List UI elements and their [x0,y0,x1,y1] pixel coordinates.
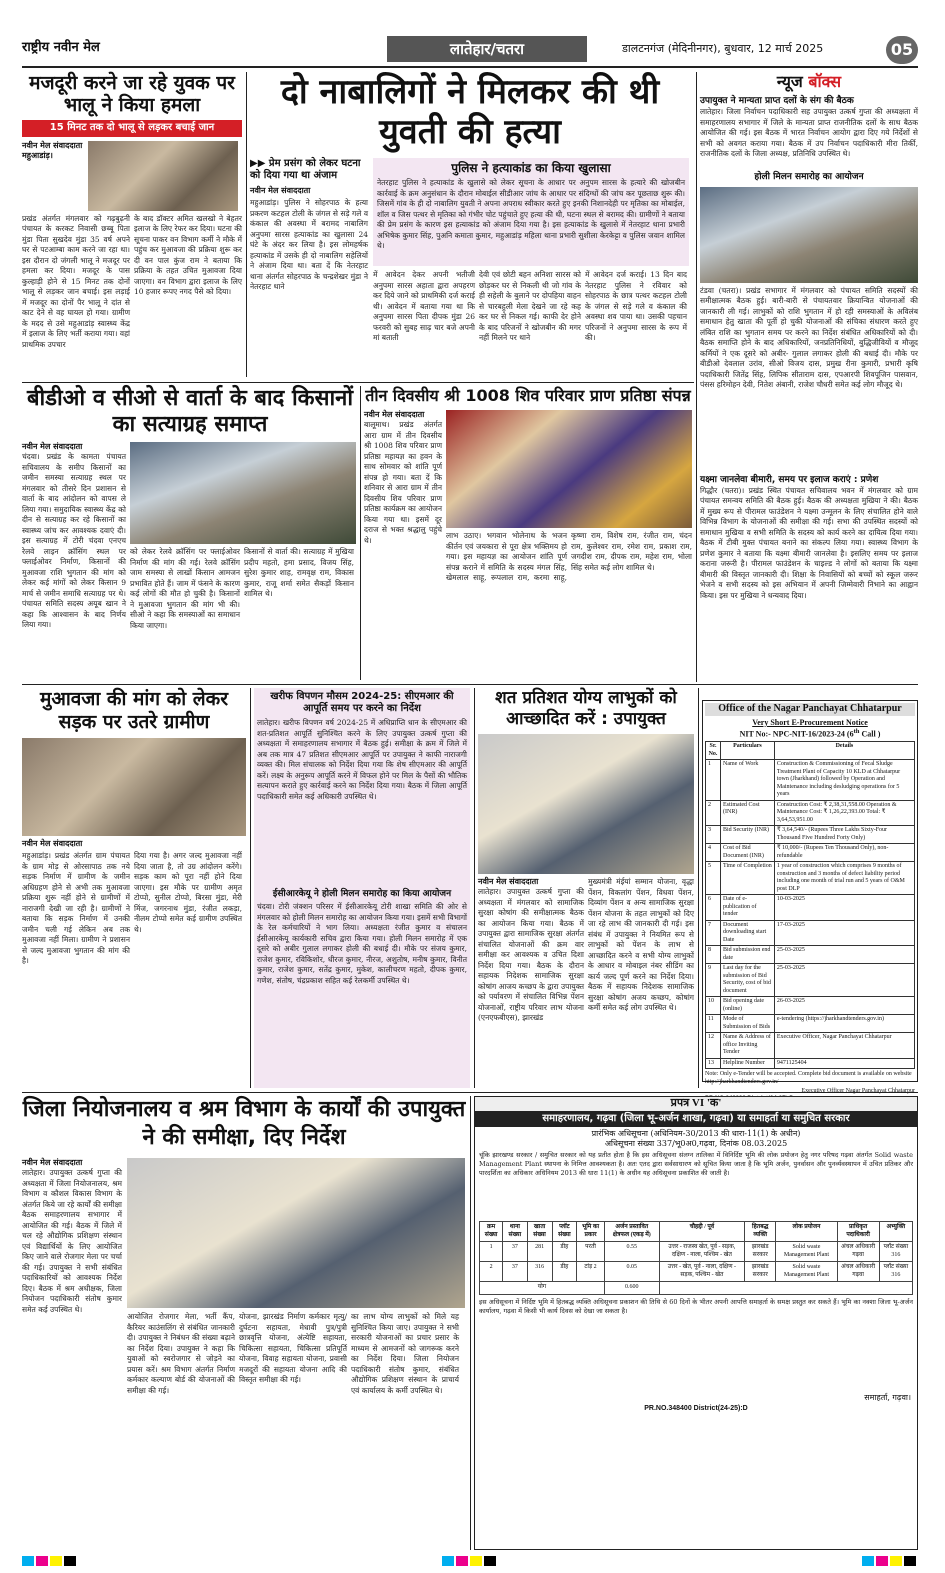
table-cell: Helpline Number [721,1058,775,1069]
table-cell: 10 [706,997,721,1015]
body-col-2: में आवेदन देकर अपनी भतीजी अनुपमा सारस अहाता द्वारा अपहरण कर दिये जाने को प्राथमिकी दर्ज कराई थी। आवेदन में बताया गया था कि अनुपमा सारस पिता दीपक मुंडा 26 फरवरी को सुबह साढ़ चार बजे अपनी मां बताती [373,270,475,342]
table-cell: Name & Address of office Inviting Tender [721,1033,775,1059]
table-cell: 1 [706,760,721,801]
table-cell: उत्तर - राजस्व खेत, पूर्व - सड़क, दक्षिण - नाला, पश्चिम - खेत [659,1242,744,1262]
body-col-2: दिया गया है। अगर जल्द मुआवजा नहीं दिया जाता है, तो उग्र आंदोलन करेंगे। सड़क काम को पूरा नहीं होने दिया जाएगा। इस मौके पर ग्रामीण अमृत टोप्पो, सुनील टोप्पो, बिरसा मुंडा, मेरी मिंज, जगरनाथ मुंडा, रंजीत लकड़ा, नीलम टोप्पो समेत कई ग्रामीण उपस्थित थे। [134,851,242,934]
tender-row [706,844,915,862]
table-cell: उत्तर - खेत, पूर्व - नाला, दक्षिण - सड़क, पश्चिम - खेत [659,1262,744,1282]
table-cell: 37 [503,1262,527,1282]
table-cell: 1 [480,1242,503,1262]
table-cell: 9471125404 [774,1058,914,1069]
tender-office: Office of the Nagar Panchayat Chhatarpur [705,703,915,716]
body-col-2: लाभ उठाए। भगवान भोलेनाथ के भजन कीर्तन एवं जयकारा से पूरा क्षेत्र भक्तिमय हो गया। इस महायज्ञ का आयोजन शांति पूर्ण संपन्न कराने में समिति के सदस्य मंगल सिंह, खेमलाल साहू, रूपलाल राम, करमा साहू, कृष्णा राम, विशेष राम, रंजीत राम, चंदन राम, कुलेश्वर राम, रमेश राम, प्रकाश राम, जगदीश राम, दीपक राम, महेश राम, भोला सिंह समेत कई लोग शामिल थे। [446,531,692,582]
row-rule [22,1092,918,1093]
table-header: भूमि का प्रकार [577,1222,605,1242]
article-kharif-cmr [254,688,470,1088]
headline: मजदूरी करने जा रहे युवक पर भालू ने किया हमला [29,72,235,116]
land-acquisition-notice [474,1096,918,1550]
dateline-place: महुआडांड़। [22,150,53,160]
row-rule [22,684,918,685]
table-cell: Last day for the submission of Bid Security, cost of bid document [721,964,775,997]
table-cell: 37 [503,1242,527,1262]
tender-row [706,826,915,844]
tender-row [706,920,915,946]
table-cell: 10-03-2025 [774,895,914,921]
tender-row [706,997,915,1015]
column-rule [470,1096,471,1550]
tender-row [706,1033,915,1059]
table-cell: Solid waste Management Plant [776,1242,837,1262]
table-cell: Date of e-publication of tender [721,895,775,921]
table-cell: 9 [706,964,721,997]
table-cell: 8 [706,946,721,964]
table-cell: 3 [706,826,721,844]
table-cell: ₹ 10,000/- (Rupees Ten Thousand Only), non-refundable [774,844,914,862]
tender-row [706,946,915,964]
footer-text: इस अधिसूचना में निर्दिष्ट भूमि में हितबद्ध व्यक्ति अधिसूचना प्रकाशन की तिथि से 60 दिनों के भीतर अपनी आपत्ति समाहर्ता के समक्ष प्रस्तुत कर सकते हैं। भूमि का नक्शा जिला भू-अर्जन कार्यालय, गढ़वा में किसी भी कार्य दिवस को देखा जा सकता है। [479,1297,913,1315]
photo-review-meeting [127,1158,465,1308]
tender-note: Note: Only e-Tender will be accepted. Complete bid document is available on website http://jharkhandtenders.gov.in/ [705,1071,912,1085]
headline: तीन दिवसीय श्री 1008 शिव परिवार प्राण प्रतिष्ठा संपन्न [365,386,691,405]
photo-farmers-meeting [130,442,356,544]
body-col-1: लातेहार। उपायुक्त उत्कर्ष गुप्ता की अध्यक्षता में जिला नियोजनालय, श्रम विभाग व कौशल विकास विभाग के अंतर्गत किये जा रहे कार्यों की समीक्षा बैठक समाहरणालय सभागार में आयोजित की गई। बैठक में जिले में चल रहे औद्योगिक प्रशिक्षण संस्थान एवं विद्यार्थियों के लिए आयोजित किए जाने वाले रोजगार मेला पर चर्चा की गई। उपायुक्त ने सभी संबंधित पदाधिकारियों को आवश्यक निर्देश दिए। बैठक में श्रम अधीक्षक, जिला नियोजन पदाधिकारी संतोष कुमार समेत कई उपस्थित थे। [22,1168,122,1314]
table-cell: 25-03-2025 [774,964,914,997]
column-rule [698,688,699,1088]
headline: शत प्रतिशत योग्य लाभुकों को आच्छादित करें : उपायुक्त [495,688,677,729]
total-label: योग [480,1282,605,1295]
body-col-1: लातेहार। उपायुक्त उत्कर्ष गुप्ता की अध्यक्षता में मंगलवार को सामाजिक सुरक्षा कोषांग की समीक्षात्मक बैठक का आयोजन किया गया। बैठक में उपायुक्त द्वारा सामाजिक सुरक्षा अंतर्गत संचालित योजनाओं की क्रम वार समीक्षा कर आवश्यक व उचित दिशा निर्देश दिया गया। बैठक के दौरान सहायक निदेशक सामाजिक सुरक्षा कोषांग आजय कच्छप के द्वारा उपायुक्त को पर्यावरण में संचालित विभिन्न पेंशन योजनाओं, राष्ट्रीय परिवार लाभ योजना (एनएफबीएस), झारखंड [478,887,584,1022]
headline: बीडीओ व सीओ से वार्ता के बाद किसानों का सत्याग्रह समाप्त [26,386,354,437]
table-cell: Construction Cost: ₹ 2,38,31,558.00 Operation & Maintenance Cost: ₹ 1,26,22,393.00 Total: ₹ 3,64,53,951.00 [774,800,914,826]
tender-title: Very Short E-Procurement Notice [752,717,868,727]
table-cell: 25-03-2025 [774,946,914,964]
tender-row [706,895,915,921]
article-employment-review [22,1096,466,1550]
headline: दो नाबालिगों ने मिलकर की थी युवती की हत्या [280,72,660,152]
table-header: Details [774,742,914,760]
table-cell: अंचल अधिकारी गढ़वा [837,1242,879,1262]
land-row [480,1262,913,1282]
kicker-text: प्रेम प्रसंग को लेकर घटना को दिया गया था अंजाम [250,158,361,181]
table-cell: 4 [706,844,721,862]
table-cell: प्लॉट संख्या 316 [879,1242,912,1262]
byline: नवीन मेल संवाददाता [364,410,425,419]
article-compensation-protest [22,688,246,1088]
table-header: प्राधिकृत पदाधिकारी [837,1222,879,1242]
table-cell: अंचल अधिकारी गढ़वा [837,1262,879,1282]
table-header: लोक प्रयोजन [776,1222,837,1242]
byline: नवीन मेल संवाददाता [22,1158,83,1167]
table-cell: Mode of Submission of Bids [721,1015,775,1033]
body-col-4: में आवेदन दर्ज कराई। 13 दिन बाद नेतरहाट पुलिस ने रविवार को सोहरपाठ के छात्र पत्थर कटहल टोली के जंगल से सड़े गले व कंकाल की अवस्था शव पाया था। उसकी पहचान परिजनों ने अनुपमा सारस के रूप में की। [585,270,687,342]
article-beneficiaries [478,688,694,1088]
table-header: अर्जन प्रस्तावित क्षेत्रफल (एकड़ में) [604,1222,659,1242]
table-cell: Construction & Commissioning of Fecal Sludge Treatment Plant of Capacity 10 KLD at Chhatarpur town (Jharkhand) followed by Operation and Maintenance including desludging operations for 5 years [774,760,914,801]
tender-row [706,800,915,826]
article-minors-murder [250,72,690,380]
table-cell: Bid opening date (online) [721,997,775,1015]
article-shiv-parivar [364,386,692,680]
body-1: लातेहार। खरीफ विपणन वर्ष 2024-25 में अधिप्राप्ति धान के सीएमआर की शत-प्रतिशत आपूर्ति सुनिश्चित करने के लिए उपायुक्त उत्कर्ष गुप्ता की अध्यक्षता में समाहरणालय सभागार में बैठक हुई। समीक्षा के क्रम में जिले में अब तक मात्र 47 प्रतिशत सीएमआर आपूर्ति पर उपायुक्त ने काफी नाराजगी व्यक्त की। मिल संचालक को निर्देश दिया गया कि शेष सीएमआर की आपूर्ति करें। लक्ष्य के अनुरूप आपूर्ति करने में विफल होने पर मिल के पैसों की भौतिक सत्यापन कराते हुए कार्रवाई करने का निर्देश दिया गया। बैठक में जिला आपूर्ति पदाधिकारी समेत कई अधिकारी उपस्थित थे। [257,718,467,801]
byline: नवीन मेल संवाददाता [250,186,311,195]
table-cell: 5 [706,862,721,895]
photo-dc-meeting [478,734,694,874]
table-cell: ₹ 3,64,540/- (Rupees Three Lakhs Sixty-Four Thousand Five Hundred Forty Only) [774,826,914,844]
tender-row [706,964,915,997]
red-subhead: 15 मिनट तक दो भालू से लड़कर बचाई जान [22,120,242,137]
table-cell: 2 [480,1262,503,1282]
paper-name: राष्ट्रीय नवीन मेल [22,40,100,55]
tender-notice [702,700,918,1085]
tender-row [706,862,915,895]
column-rule [696,72,697,682]
body-col-1: बालूमाथ। प्रखंड अंतर्गत आरा ग्राम में तीन दिवसीय श्री 1008 शिव परिवार प्राण प्रतिष्ठा महायज्ञ का हवन के साथ सोमवार को शांति पूर्ण संपन्न हो गया। बता दें कि शनिवार से आरा ग्राम में तीन दिवसीय शिव परिवार प्राण प्रतिष्ठा कार्यक्रम का आयोजन किया गया था। इसमें दूर दराज से भक्त श्रद्धालु पहुंचे थे। [364,420,442,545]
table-cell: Estimated Cost (INR) [721,800,775,826]
table-cell: 6 [706,895,721,921]
land-signer: समाहर्ता, गढ़वा। [864,1392,911,1402]
table-cell: परती [577,1242,605,1262]
photo-injured-man [88,141,238,211]
title-part-b: बॉक्स [808,72,842,91]
police-box [373,158,689,266]
tender-nit [705,728,915,740]
column-rule [474,688,475,1088]
byline: नवीन मेल संवाददाता [22,140,83,150]
table-header: हितबद्ध व्यक्ति [745,1222,776,1242]
table-cell: झारखंड सरकार [745,1262,776,1282]
byline: नवीन मेल संवाददाता [22,839,83,848]
subhead: ईसीआरकेयू ने होली मिलन समारोह का किया आयोजन [272,889,452,899]
body-col-3: किसानों से वार्ता की। सत्याग्रह में मुखिया प्रदीप महतो, हमा प्रसाद, विजय सिंह, सुरेश कुमार शाह, रामवृक्ष राम, विकास कुमार, राजू शर्मा समेत सैकड़ों किसान शामिल थे। [244,547,354,598]
body-col-2: आयोजित रोजगार मेला, भर्ती कैंप, कैरियर काउंसलिंग से संबंधित जानकारी दी। उपायुक्त ने निबंधन की संख्या बढ़ाने का निर्देश दिया। उपायुक्त ने कहा कि युवाओं को स्वरोजगार से जोड़ने का प्रयास करें। श्रम विभाग अंतर्गत निर्माण कर्मकार कल्याण बोर्ड की योजनाओं की समीक्षा की गई। [127,1312,235,1395]
body-col-3: योजना, झारखंड निर्माण कर्मकार मृत्यु/दुर्घटना सहायता, मेधावी पुत्र/पुत्री छात्रवृत्ति योजना, अंत्येष्टि सहायता, चिकित्सा सहायता, चिकित्सा प्रतिपूर्ति योजना, विवाह सहायता योजना, प्रवासी मजदूरों की सहायता योजना आदि की विस्तृत समीक्षा की गई। [239,1312,347,1384]
table-header: अभ्युक्ति [879,1222,912,1242]
table-cell: टांड़ 2 [577,1262,605,1282]
land-table [479,1221,913,1295]
table-cell: Bid submission end date [721,946,775,964]
tender-row [706,1015,915,1033]
news-box [700,72,918,682]
table-header: थाना संख्या [503,1222,527,1242]
registration-bar [22,1556,918,1566]
box-text: नेतरहाट पुलिस ने हत्याकांड के खुलासे को लेकर सूचना के आधार पर अनुपम सारस के हत्यारे की खोजबीन कार्रवाई के क्रम अनुसंधान के दौरान मोबाईल सीडीआर जांच के आधार पर संदिग्धों की जांच कर पूछताछ शुरू की। जिसमें गांव के ही दो नाबालिग युवती ने अपना अपराध स्वीकार करते हुए इनकी निशानदेही पर मृतिका का मोबाईल, शॉल व जिस पत्थर से मृतिका को गंभीर चोट पहुंचाते हुए हत्या की थी, घटना स्थल से बरामद की। ग्रामीणों ने बताया की प्रेम प्रसंग के कारण इस हत्याकांड को अंजाम दिया गया है। इस हत्याकांड के खुलासे में नेतरहाट थाना प्रभारी अभिषेक कुमार सिंह, पुअनि कमाता कुमार, महुआडांड़ महिला थाना प्रभारी सुशीला केरकेट्टा व पुलिस जवान शामिल थे। [377,178,685,250]
table-cell: 12 [706,1033,721,1059]
tender-row [706,1058,915,1069]
body-2: चंदवा। टोरी जंक्शन परिसर में ईसीआरकेयू टोरी शाखा समिति की ओर से मंगलवार को होली मिलन समारोह का आयोजन किया गया। इसमें सभी विभागों के रेल कर्मचारियों ने भाग लिया। अध्यक्षता रंजीत कुमार व संचालन ईसीआरकेयू कार्यकारी सचिव द्वारा किया गया। होली मिलन समारोह में एक दूसरे को अबीर गुलाल लगाकर होली की बधाई दी। मौके पर संजय कुमार, राजेश कुमार, रविकिशोर, धीरज कुमार, नीरज, अशुतोष, मनीष कुमार, विनीत कुमार, राजेश कुमार, सतेंद्र कुमार, मुकेश, कालीचरण महतो, दीपक कुमार, गणेश, संतोष, चंद्रप्रकाश सहित कई रेलकर्मी उपस्थित थे। [257,902,467,985]
table-cell: 316 [527,1262,552,1282]
sub-line-2: अधिसूचना संख्या 337/भू0अ0,गढ़वा, दिनांक 08.03.2025 [604,1139,788,1149]
photo-puja-crowd [446,410,692,528]
table-cell: 2 [706,800,721,826]
byline: नवीन मेल संवाददाता [22,442,83,451]
table-cell: 7 [706,920,721,946]
photo-villagers-road [22,738,246,836]
table-header: Sr. No. [706,742,721,760]
headline: मुआवजा की मांग को लेकर सड़क पर उतरे ग्रामीण [39,688,229,733]
table-cell: प्लॉट संख्या 316 [879,1262,912,1282]
table-header: चौहद्दी / पूर्व [659,1222,744,1242]
table-cell: 13 [706,1058,721,1069]
table-cell: Cost of Bid Document (INR) [721,844,775,862]
masthead [22,36,918,64]
header-rule [22,66,918,68]
table-cell: 281 [527,1242,552,1262]
row-rule [22,382,694,383]
column-rule [250,688,251,1088]
table-cell: डीह [552,1242,577,1262]
item2-head: होली मिलन समारोह का आयोजन [754,172,864,183]
column-rule [246,72,247,377]
table-cell: Document downloading start Date [721,920,775,946]
table-cell: 26-03-2025 [774,997,914,1015]
article-farmers-satyagraha [22,386,358,680]
item2-text: टंडवा (चतरा)। प्रखंड सभागार में मंगलवार को पंचायत समिति सदस्यों की समीक्षात्मक बैठक हुई। बारी-बारी से पंचायतवार क्रियान्वित योजनाओं की जानकारी ली गई। लाभुकों को राशि भुगतान में हो रही समस्याओं के अविलंब समाधान हेतु खाता की पूर्ती हो चुकी योजनाओं की संचिका संधारण करते हुए लंबित राशि का भुगतान समय पर करने का निर्देश संबंधित अधिकारियों को दी। बैठक समाप्ति होने के बाद अधिकारियों, जनप्रतिनिधियों, बुद्धिजीवियों व मौजूद कर्मियों ने एक दूसरे को अबीर- गुलाल लगाकर होली की बधाई दी। मौके पर बीडीओ देवलाल उरांव, सीओ विजय दास, प्रमुख रीना कुमारी, प्रभारी कृषि पदाधिकारी जितेंद्र सिंह, लिपिक सीताराम दास, एपआरपी शिवपूजिन पासवान, पंसस हरिमोहन देवी, नितेश अंबानी, राजेश चौधरी समेत कई लोग मौजूद थे। [700,285,918,389]
table-cell: 17-03-2025 [774,920,914,946]
photo-holi-group [700,187,918,283]
title-part-a: न्यूज [776,72,803,91]
nit-sup: th [853,727,860,735]
body-col-1: महुआडांड़। पुलिस ने सोहरपाठ के हत्या प्रकरण कटहल टोली के जंगल से सड़े गले व कंकाल की अवस्था में बरामद नाबालिग अनुपमा सारस हत्याकांड का खुलासा 24 घंटे के अंदर कर लिया है। इस लोमहर्षक हत्याकांड में उसके ही दो नाबालिग सहेलियों ने अंजाम दिया था। बता दें कि नेतरहाट थाना अंतर्गत सोहरपाठ के चन्द्रशेखर मुंडा ने नेतरहाट थाने [250,198,368,291]
item1-text: लातेहार। जिला निर्वाचन पदाधिकारी सह उपायुक्त उत्कर्ष गुप्ता की अध्यक्षता में समाहरणालय सभागार में जिले के मान्यता प्राप्त राजनीतिक दलों के साथ बैठक आयोजित की गई। इस बैठक में भारत निर्वाचन आयोग द्वारा दिए गये निर्देशों से सभी को अवगत कराया गया। बैठक में उप निर्वाचन पदाधिकारी मीरा तिर्की, राजनीतिक दलों के जिला अध्यक्ष, प्रतिनिधि उपस्थित थे। [700,107,918,159]
body-col-2: को लेकर रेलवे क्रॉसिंग पर फ्लाईओवर निर्माण की मांग की गई। रेलवे क्रॉसिंग जाम समस्या से लाखों किसान आमजन प्रभावित होते हैं। जाम में फंसने के कारण कई लोगों की मौत हो चुकी है। किसानों ने मुआवजा भुगतान की मांग भी की। सीओ ने कहा कि समस्याओं का समाधान किया जाएगा। [130,547,240,630]
triangle-icon: ▶▶ [250,158,269,169]
table-cell: 11 [706,1015,721,1033]
item3-head: यक्ष्मा जानलेवा बीमारी, समय पर इलाज कराएं : प्रणेश [700,474,879,485]
table-cell: Executive Officer, Nagar Panchayat Chhatarpur [774,1033,914,1059]
body-col-3: देवी एवं छोटी बहन अनिशा सारस को छोड़कर घर से निकली थी जो गांव के ही सहेली के बुलाने पर दोपहिया वाहन से चारबहुली मेला देखने जा रहे कह कर घर से निकल गई। काफी देर होने के बाद परिजनों ने खोजबीन की मगर नहीं मिलने पर थाने [479,270,581,342]
table-cell: झारखंड सरकार [745,1242,776,1262]
table-cell: 0.05 [604,1262,659,1282]
body-col-4: का लाभ योग्य लाभुकों को मिले यह सुनिश्चित किया जाए। उपायुक्त ने सभी सरकारी योजनाओं का प्रचार प्रसार के माध्यम से आमजनों को जागरूक करने का निर्देश दिया। जिला नियोजन पदाधिकारी संतोष कुमार, संबंधित औद्योगिक प्रशिक्षण संस्थान के प्राचार्य एवं कार्यालय के कर्मी उपस्थित थे। [351,1312,459,1395]
section-title: लातेहार/चतरा [387,36,587,62]
table-cell: 1 year of construction which comprises 9 months of construction and 3 months of defect liability period including one month of trial run and 5 years of O&M post DLP [774,862,914,895]
authority-bar: समाहरणालय, गढ़वा (जिला भू-अर्जन शाखा, गढ़वा) या समाहर्ता या समुचित सरकार [475,1111,917,1128]
table-cell: Bid Security (INR) [721,826,775,844]
body-col-1: प्रखंड अंतर्गत मंगलवार को गढ़बुढ़नी पंचायत के करकट निवासी छब्बू पिता मुंडा पिता सुखदेव मुंडा 35 वर्ष अपने घर से पटआम्बा काम करने जा रहा था। इस दौरान दो जंगली भालू ने मजदूर पर हमला कर दिया। मजदूर के पास कुल्हाड़ी होने से 15 मिनट तक दोनों भालू से लड़कर जान बचाई। इस लड़ाई में मजदूर का दोनों पैर भालू ने दांत से काट देने से वह घायल हो गया। ग्रामीण के मदद से उसे महुआडांड़ स्वास्थ्य केंद्र में इलाज के लिए भर्ती कराया गया। वहां प्राथमिक उपचार [22,213,130,349]
table-header: प्लॉट संख्या [552,1222,577,1242]
nit-text: NIT No:- NPC-NIT-16/2023-24 (6 [739,729,854,739]
body-col-1: चंदवा। प्रखंड के कामता पंचायत सचिवालय के समीप किसानों का जमीन समस्या सत्याग्रह स्थल पर मंगलवार को तीसरे दिन प्रशासन से वार्ता के बाद आंदोलन को वापस ले लिया गया। समुदायिक स्वास्थ्य केंद्र को दीन से सत्याग्रह कर रहे किसानों का स्वास्थ्य जांच कर आवश्यक दवाएं दी। इस सत्याग्रह में टोरी चंदवा एनएच रेलवे लाइन क्रॉसिंग स्थल पर फ्लाईओवर निर्माण, किसानों की मुआवजा राशि भुगतान की मांग को लेकर कई मांगों को लेकर किसान 9 मार्च से जमीन समाधि सत्याग्रह पर थे। पंचायत समिति सदस्य अयूब खान ने कहा कि आश्वासन के बाद निर्णय लिया गया। [22,452,126,629]
dateline: डालटनगंज (मेदिनीनगर), बुधवार, 12 मार्च 2025 [622,42,824,55]
nit-end: Call ) [859,729,881,739]
form-title: प्रपत्र VI 'क' [475,1097,917,1111]
table-header: खाता संख्या [527,1222,552,1242]
table-cell: Time of Completion [721,862,775,895]
land-row [480,1242,913,1262]
table-cell: Name of Work [721,760,775,801]
table-cell: Solid waste Management Plant [776,1262,837,1282]
table-header: Particulars [721,742,775,760]
kicker [250,158,368,182]
article-bear-attack [22,72,242,380]
headline: खरीफ विपणन मौसम 2024-25: सीएमआर की आपूर्ति समय पर करने का निर्देश [270,691,454,714]
byline: नवीन मेल संवाददाता [478,877,539,886]
body-col-1: महुआडांड़। प्रखंड अंतर्गत ग्राम पंचायत के ग्राम मोड़ से ओरसापाठ तक नये सड़क निर्माण में ग्रामीण के जमीन अधिग्रहण होने से अभी तक मुआवजा प्रक्रिया शुरू नहीं होने से ग्रामीणों में नाराजगी देखी जा रही है। ग्रामीणों ने बताया कि सड़क निर्माण में उनकी जमीन चली गई लेकिन अब तक मुआवजा नहीं मिला। ग्रामीण ने प्रशासन से जल्द मुआवजा भुगतान की मांग की है। [22,851,130,965]
tender-row [706,760,915,801]
table-cell: e-tendering (https://jharkhandtenders.gov.in) [774,1015,914,1033]
land-pr: PR.NO.348400 District(24-25):D [644,1404,748,1412]
box-title: पुलिस ने हत्याकांड का किया खुलासा [451,161,611,175]
body-col-2: के बाद डॉक्टर अमित खलखो ने बेहतर इलाज के लिए रेफर कर दिया। घटना की सूचना पाकर वन विभाग कर्मी ने मौके में पहुंच कर मुआवजा की प्रक्रिया शुरू कर दी वन पाल कुंज राम ने बताया कि प्रक्रिया के तहत उचित मुआवजा दिया जाएगा। वन विभाग द्वारा इलाज के लिए 10 हजार रूपए नगद पैसे को दिया। [134,213,242,296]
table-cell: 0.55 [604,1242,659,1262]
page-number: 05 [886,36,918,64]
total-value: 0.600 [604,1282,659,1295]
sub-line-1: प्रारंभिक अधिसूचना (अधिनियम-30/2013 की धारा-11(1) के अधीन) [591,1129,801,1139]
news-box-title [700,72,918,92]
column-rule [360,386,361,680]
item3-text: गिद्धौर (चतरा)। प्रखंड स्थित पंचायत सचिवालय भवन में मंगलवार को ग्राम पंचायत समन्वय समिति की बैठक हुई। बैठक की अध्यक्षता मुखिया ने की। बैठक में मुख्य रूप से पीरामल फाउंडेशन ने यक्ष्मा उन्मूलन के लिए संचालित होने वाले विभिन्न विभाग के योजनाओं की समीक्षा की गई। सभा की उपस्थित सदस्यों को समाधान मुखिया व सभी समिति के सदस्य को कार्य करने का दायित्व दिया गया। बैठक में टीबी मुक्त पंचायत बनाने का संकल्प लिया गया। स्वास्थ्य विभाग के प्रणेश कुमार ने बताया कि यक्ष्मा बीमारी जानलेवा है। इसलिए समय पर इलाज कराना जरूरी है। पीरामल फाउंडेशन के चाइल्ड ने लोगों को बताया कि यक्ष्मा बीमारी की विस्तृत जानकारी दी। शिक्षा के निवासियों को बच्चों को स्कूल जरूर भेजने व सभी सदस्य को इस अभियान में अपनी जिम्मेवारी निभाने का आह्वान किया। इस पर मुखिया ने धन्यवाद दिया। [700,485,918,600]
tender-table [705,741,915,1069]
headline: जिला नियोजनालय व श्रम विभाग के कार्यों की उपायुक्त ने की समीक्षा, दिए निर्देश [22,1097,466,1150]
table-cell: डीह [552,1262,577,1282]
item1-head: उपायुक्त ने मान्यता प्राप्त दलों के संग की बैठक [700,96,854,106]
intro-text: चूंकि झारखण्ड सरकार / समुचित सरकार को यह प्रतीत होता है कि इस अधिसूचना संलग्न तालिका में विनिर्दिष्ट भूमि की लोक प्रयोजन हेतु नगर परिषद गढ़वा अंतर्गत Solid waste Management Plant स्थापना के निमित्त आवश्यकता है। अतः एतद द्वारा सर्वसाधारण को सूचित किया जाता है कि भूमि अर्जन, पुनर्वासन और पुनर्व्यवस्थापन में उचित प्रतिकर और पारदर्शिता का अधिकार अधिनियम 2013 की धारा 11(1) के अधीन यह अधिसूचना प्रकाशित की जाती है। [479,1151,913,1178]
body-col-2: मुख्यमंत्री मंईयां सम्मान योजना, वृद्धा पेंशन, विकलांग पेंशन, विधवा पेंशन, दिव्यांग पेंशन व अन्य सामाजिक सुरक्षा पेंशन योजना के तहत लाभुकों को दिए जा रहे लाभ की जानकारी दी गई। इस संबंध में उपायुक्त ने नियमित रूप से लाभुकों को पेंशन के लाभ से आच्छादित करने व सभी योग्य लाभुकों के आधार व मोबाइल नंबर सीडिंग का कार्य जल्द पूर्ण करने का निर्देश दिया। बैठक में सहायक निदेशक सामाजिक सुरक्षा कोषांग अजय कच्छप, कोषांग कर्मी समेत कई लोग उपस्थित थे। [588,877,694,1012]
table-header: क्रम संख्या [480,1222,503,1242]
